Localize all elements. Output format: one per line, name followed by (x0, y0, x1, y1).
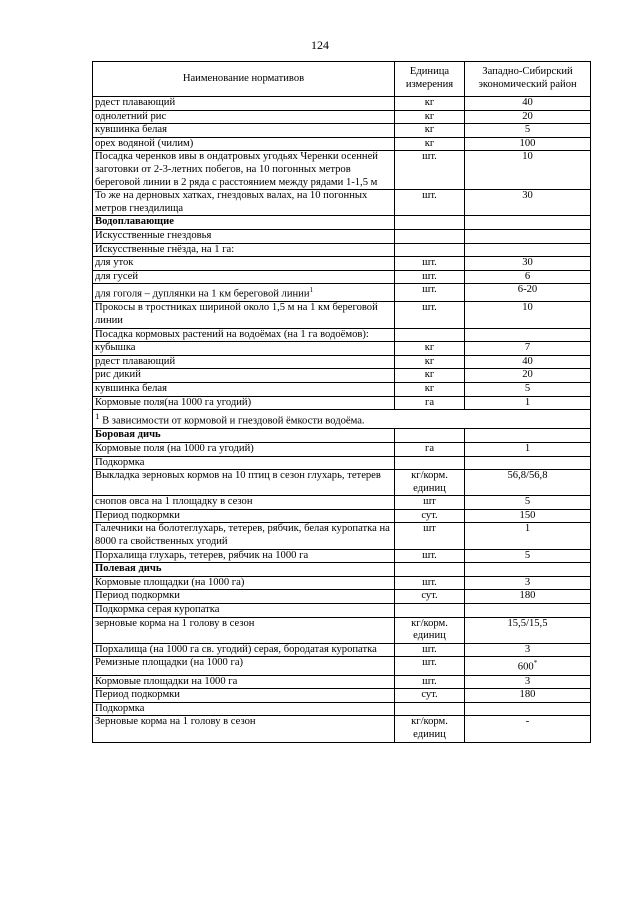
cell-value (465, 284, 591, 302)
cell-unit (395, 456, 465, 470)
cell-value-text: 180 (519, 590, 536, 602)
cell-name-text: рдест плавающий (95, 355, 176, 367)
cell-value (465, 617, 591, 643)
cell-value-text: 3 (524, 576, 531, 588)
cell-unit: кг (395, 110, 465, 124)
cell-unit: кг (395, 124, 465, 138)
section-header-row (93, 216, 591, 230)
cell-name (93, 216, 395, 230)
cell-name-text: Подкормка (95, 456, 145, 468)
table-row (93, 284, 591, 302)
cell-value (465, 216, 591, 230)
table-row (93, 342, 591, 356)
cell-value-text: 5 (524, 383, 531, 394)
cell-unit: кг (395, 383, 465, 397)
table-row (93, 576, 591, 590)
cell-value (465, 716, 591, 742)
table-row (93, 243, 591, 257)
cell-value-text: 5 (524, 549, 531, 561)
cell-name (93, 675, 395, 689)
cell-unit (395, 563, 465, 577)
cell-value-text: 5 (524, 496, 531, 508)
cell-name-text: Период подкормки (95, 689, 180, 701)
header-unit: Единица измерения (395, 62, 465, 97)
cell-value-text: 6-20 (517, 284, 538, 296)
cell-name-text: кубышка (95, 342, 136, 354)
cell-unit: кг/корм. единиц (395, 617, 465, 643)
table-row (93, 456, 591, 470)
cell-value (465, 604, 591, 618)
section-header-row (93, 563, 591, 577)
cell-name (93, 689, 395, 703)
footnote-ref: 1 (309, 286, 314, 295)
section-header-row (93, 429, 591, 443)
cell-value (465, 190, 591, 216)
table-row (93, 549, 591, 563)
cell-value-text: 10 (522, 151, 533, 163)
table-row (93, 270, 591, 284)
cell-value (465, 643, 591, 657)
table-row (93, 124, 591, 138)
table-row (93, 190, 591, 216)
cell-name-text: для гусей (95, 270, 139, 282)
cell-unit: шт (395, 523, 465, 549)
cell-name (93, 110, 395, 124)
cell-value (465, 369, 591, 383)
cell-name-text: Водоплавающие (95, 216, 174, 228)
cell-name (93, 257, 395, 271)
cell-name (93, 509, 395, 523)
cell-name (93, 229, 395, 243)
cell-value (465, 496, 591, 510)
cell-name-text: снопов овса на 1 площадку в сезон (95, 496, 253, 508)
cell-value (465, 702, 591, 716)
cell-value (465, 442, 591, 456)
cell-value (465, 270, 591, 284)
cell-value-text: 40 (522, 355, 533, 367)
cell-value (465, 124, 591, 138)
table-row (93, 716, 591, 742)
cell-name-text: Посадка черенков ивы в ондатровых угодьях Черенки осенней заготовки от 2-3-летних побегов, на 10 погонных метров береговой линии в 2 ряда с расстоянием между рядами 1-1,5 м (95, 151, 378, 188)
cell-value (465, 470, 591, 496)
page-number: 124 (311, 38, 329, 52)
cell-name (93, 355, 395, 369)
cell-value (465, 576, 591, 590)
cell-name-text: Полевая дичь (95, 563, 162, 575)
cell-unit: шт. (395, 302, 465, 328)
table-row (93, 97, 591, 111)
cell-name (93, 190, 395, 216)
norms-table (92, 61, 591, 743)
cell-name-text: Ремизные площадки (на 1000 га) (95, 657, 244, 669)
cell-name-text: Боровая дичь (95, 429, 161, 441)
cell-value-text: 56,8/56,8 (507, 470, 548, 482)
cell-name-text: Посадка кормовых растений на водоёмах (на 1 га водоёмов): (95, 328, 369, 340)
cell-name (93, 429, 395, 443)
cell-name-text: Кормовые поля(на 1000 га угодий) (95, 396, 252, 408)
table-row (93, 675, 591, 689)
cell-value (465, 383, 591, 397)
cell-value-text: 40 (522, 97, 533, 108)
cell-unit: шт. (395, 151, 465, 190)
table-row (93, 302, 591, 328)
cell-name (93, 576, 395, 590)
cell-unit: га (395, 396, 465, 410)
table-row (93, 523, 591, 549)
cell-name-text: кувшинка белая (95, 124, 167, 136)
cell-name (93, 523, 395, 549)
cell-unit (395, 429, 465, 443)
cell-value-text: 600 (517, 661, 534, 673)
table-header-row (93, 62, 591, 97)
cell-value (465, 302, 591, 328)
cell-value-text: 1 (524, 442, 531, 454)
cell-value (465, 137, 591, 151)
footnote-row (93, 410, 591, 429)
cell-unit: шт. (395, 284, 465, 302)
cell-name-text: Выкладка зерновых кормов на 10 птиц в сезон глухарь, тетерев (95, 470, 381, 482)
cell-name (93, 563, 395, 577)
cell-value (465, 429, 591, 443)
cell-value-text: 3 (524, 643, 531, 655)
cell-unit: шт. (395, 549, 465, 563)
cell-value (465, 657, 591, 675)
table-body (93, 97, 591, 743)
cell-unit: кг/корм. единиц (395, 470, 465, 496)
cell-unit: кг (395, 342, 465, 356)
cell-value (465, 509, 591, 523)
cell-name (93, 396, 395, 410)
cell-value (465, 689, 591, 703)
cell-name-text: для уток (95, 257, 134, 269)
cell-value-text: 100 (519, 137, 536, 149)
cell-unit (395, 243, 465, 257)
cell-value-text: 180 (519, 689, 536, 701)
cell-unit: кг (395, 355, 465, 369)
table-row (93, 470, 591, 496)
cell-unit (395, 604, 465, 618)
cell-unit (395, 229, 465, 243)
cell-value (465, 563, 591, 577)
cell-name (93, 97, 395, 111)
cell-name-text: Подкормка серая куропатка (95, 604, 220, 616)
cell-name (93, 243, 395, 257)
cell-value-text: 150 (519, 509, 536, 521)
cell-value-text: 20 (522, 110, 533, 122)
cell-name-text: Кормовые поля (на 1000 га угодий) (95, 442, 254, 454)
table-row (93, 328, 591, 342)
cell-value (465, 523, 591, 549)
cell-value (465, 110, 591, 124)
cell-name-text: Зерновые корма на 1 голову в сезон (95, 716, 256, 728)
cell-name (93, 496, 395, 510)
cell-unit (395, 702, 465, 716)
cell-unit: кг (395, 369, 465, 383)
cell-value-text: 10 (522, 302, 533, 314)
table-row (93, 110, 591, 124)
cell-name-text: Кормовые площадки (на 1000 га) (95, 576, 245, 588)
cell-name-text: Порхалища (на 1000 га св. угодий) серая, бородатая куропатка (95, 643, 377, 655)
table-row (93, 442, 591, 456)
cell-value (465, 675, 591, 689)
cell-name (93, 702, 395, 716)
cell-value (465, 151, 591, 190)
cell-value (465, 229, 591, 243)
cell-unit: кг/корм. единиц (395, 716, 465, 742)
cell-unit: кг (395, 137, 465, 151)
cell-name (93, 328, 395, 342)
cell-name-text: Прокосы в тростниках шириной около 1,5 м на 1 км береговой линии (95, 302, 378, 327)
cell-unit (395, 328, 465, 342)
cell-name (93, 456, 395, 470)
cell-name-text: кувшинка белая (95, 383, 167, 394)
cell-unit: шт. (395, 657, 465, 675)
cell-name-text: Подкормка (95, 702, 145, 714)
table-row (93, 496, 591, 510)
table-row (93, 355, 591, 369)
table-row (93, 137, 591, 151)
cell-value (465, 590, 591, 604)
cell-value-text: 20 (522, 369, 533, 381)
cell-value-text: - (525, 716, 530, 728)
cell-name (93, 124, 395, 138)
cell-name-text: Период подкормки (95, 509, 180, 521)
cell-name (93, 302, 395, 328)
cell-unit: шт. (395, 576, 465, 590)
cell-name (93, 342, 395, 356)
cell-value (465, 243, 591, 257)
cell-name-text: однолетний рис (95, 110, 167, 122)
cell-name (93, 617, 395, 643)
cell-value-text: 1 (524, 523, 531, 535)
cell-value (465, 549, 591, 563)
cell-name (93, 151, 395, 190)
cell-name-text: рис дикий (95, 369, 141, 381)
cell-unit: шт. (395, 270, 465, 284)
cell-value-text: 15,5/15,5 (507, 617, 548, 629)
cell-unit: шт. (395, 257, 465, 271)
cell-name-text: зерновые корма на 1 голову в сезон (95, 617, 255, 629)
cell-name (93, 657, 395, 675)
value-footnote-mark: * (533, 659, 538, 668)
cell-unit: шт (395, 496, 465, 510)
table-row (93, 257, 591, 271)
cell-unit: сут. (395, 689, 465, 703)
cell-name-text: рдест плавающий (95, 97, 176, 108)
cell-value (465, 342, 591, 356)
cell-name (93, 284, 395, 302)
cell-unit: сут. (395, 509, 465, 523)
table-row (93, 617, 591, 643)
cell-name-text: То же на дерновых хатках, гнездовых валах, на 10 погонных метров гнездилища (95, 190, 368, 214)
cell-name (93, 470, 395, 496)
cell-unit: га (395, 442, 465, 456)
cell-name (93, 643, 395, 657)
table-row (93, 151, 591, 190)
cell-name (93, 369, 395, 383)
footnote-label: В зависимости от кормовой и гнездовой ёмкости водоёма. (102, 415, 365, 427)
cell-name (93, 270, 395, 284)
table-row (93, 702, 591, 716)
table-row (93, 689, 591, 703)
cell-name (93, 604, 395, 618)
table-row (93, 229, 591, 243)
cell-value-text: 7 (524, 342, 531, 354)
cell-value (465, 456, 591, 470)
cell-name (93, 716, 395, 742)
table-row (93, 396, 591, 410)
header-region: Западно-Сибирский экономический район (465, 62, 591, 97)
cell-value-text: 6 (524, 270, 531, 282)
cell-value (465, 355, 591, 369)
cell-unit: кг (395, 97, 465, 111)
cell-unit: шт. (395, 190, 465, 216)
cell-value (465, 396, 591, 410)
cell-unit: шт. (395, 643, 465, 657)
cell-name-text: Галечники на болотеглухарь, тетерев, рябчик, белая куропатка на 8000 га свойственных угодий (95, 523, 390, 548)
cell-value-text: 1 (524, 396, 531, 408)
cell-name (93, 442, 395, 456)
cell-value-text: 3 (524, 675, 531, 687)
cell-name-text: Период подкормки (95, 590, 180, 602)
cell-name-text: Искусственные гнездовья (95, 229, 212, 241)
header-name: Наименование нормативов (93, 62, 395, 97)
cell-name-text: Кормовые площадки на 1000 га (95, 675, 238, 687)
cell-value (465, 257, 591, 271)
table-row (93, 604, 591, 618)
cell-name-text: Порхалища глухарь, тетерев, рябчик на 1000 га (95, 549, 309, 561)
table-row (93, 509, 591, 523)
cell-value (465, 97, 591, 111)
cell-value-text: 5 (524, 124, 531, 136)
cell-name (93, 383, 395, 397)
cell-name (93, 590, 395, 604)
table-row (93, 657, 591, 675)
cell-name-text: для гоголя – дуплянки на 1 км береговой линии (95, 288, 310, 300)
cell-unit (395, 216, 465, 230)
cell-name-text: Искусственные гнёзда, на 1 га: (95, 243, 235, 255)
cell-name (93, 137, 395, 151)
table-row (93, 643, 591, 657)
cell-value-text: 30 (522, 190, 533, 202)
cell-value (465, 328, 591, 342)
table-row (93, 383, 591, 397)
table-row (93, 369, 591, 383)
cell-unit: шт. (395, 675, 465, 689)
table-row (93, 590, 591, 604)
cell-unit: сут. (395, 590, 465, 604)
cell-name (93, 549, 395, 563)
cell-value-text: 30 (522, 257, 533, 269)
footnote-mark: 1 (95, 411, 100, 422)
cell-name-text: орех водяной (чилим) (95, 137, 194, 149)
footnote-text (93, 410, 591, 429)
